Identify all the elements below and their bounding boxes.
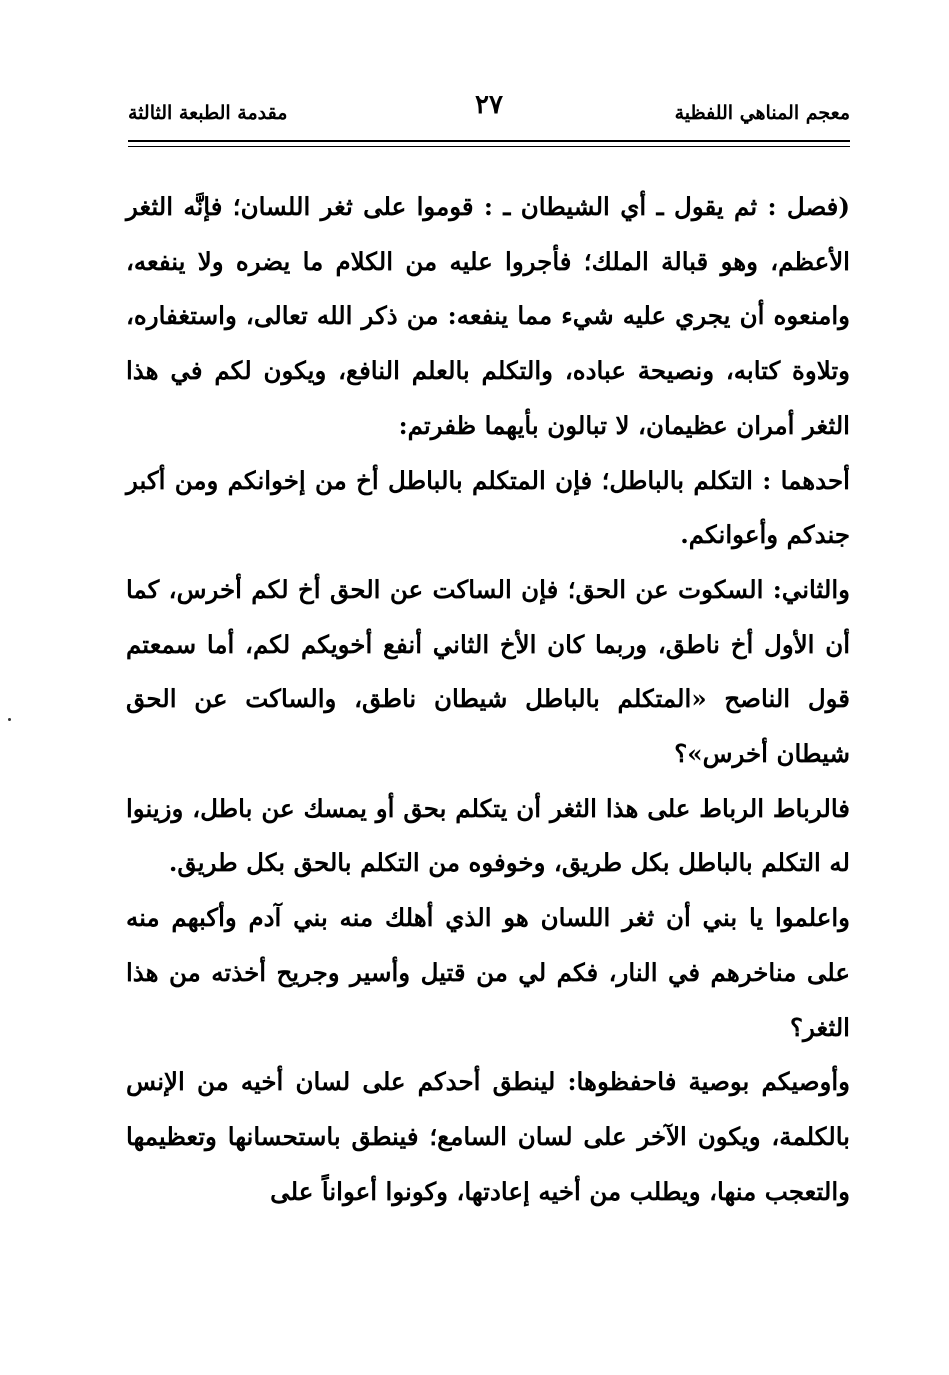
paragraph-3: والثاني: السكوت عن الحق؛ فإن الساكت عن الحق أخ لكم أخرس، كما أن الأول أخ ناطق، وربما كان الأخ الثاني أنفع أخويكم لكم، أما سمعتم قول الناصح «المتكلم بالباطل شيطان ناطق، والساكت عن الحق شيطان أخرس»؟	[126, 574, 850, 769]
header-rule-thick	[128, 140, 850, 142]
scan-speck	[8, 718, 11, 721]
page-number: ٢٧	[475, 90, 503, 120]
header-rule-thin	[128, 146, 850, 147]
body-text	[126, 180, 850, 1219]
paragraph-1: (فصل : ثم يقول ـ أي الشيطان ـ : قوموا على ثغر اللسان؛ فإنَّه الثغر الأعظم، وهو قبالة الملك؛ فأجروا عليه من الكلام ما يضره ولا ينفعه، وامنعوه أن يجري عليه شيء مما ينفعه: من ذكر الله تعالى، واستغفاره، وتلاوة كتابه، ونصيحة عباده، والتكلم بالعلم النافع، ويكون لكم في هذا الثغر أمران عظيمان، لا تبالون بأيهما ظفرتم:	[126, 192, 850, 440]
running-title-left: مقدمة الطبعة الثالثة	[128, 102, 288, 124]
running-title-right: معجم المناهي اللفظية	[674, 102, 850, 124]
page-header	[128, 90, 850, 138]
paragraph-4: فالرباط الرباط على هذا الثغر أن يتكلم بحق أو يمسك عن باطل، وزينوا له التكلم بالباطل بكل طريق، وخوفوه من التكلم بالحق بكل طريق.	[126, 793, 850, 878]
paragraph-2: أحدهما : التكلم بالباطل؛ فإن المتكلم بالباطل أخ من إخوانكم ومن أكبر جندكم وأعوانكم.	[126, 465, 850, 550]
paragraph-6: وأوصيكم بوصية فاحفظوها: لينطق أحدكم على لسان أخيه من الإنس بالكلمة، ويكون الآخر على لسان السامع؛ فينطق باستحسانها وتعظيمها والتعجب منها، ويطلب من أخيه إعادتها، وكونوا أعواناً على	[126, 1067, 850, 1206]
paragraph-5: واعلموا يا بني أن ثغر اللسان هو الذي أهلك منه بني آدم وأكبهم منه على مناخرهم في النار، فكم لي من قتيل وأسير وجريح أخذته من هذا الثغر؟	[126, 903, 850, 1042]
